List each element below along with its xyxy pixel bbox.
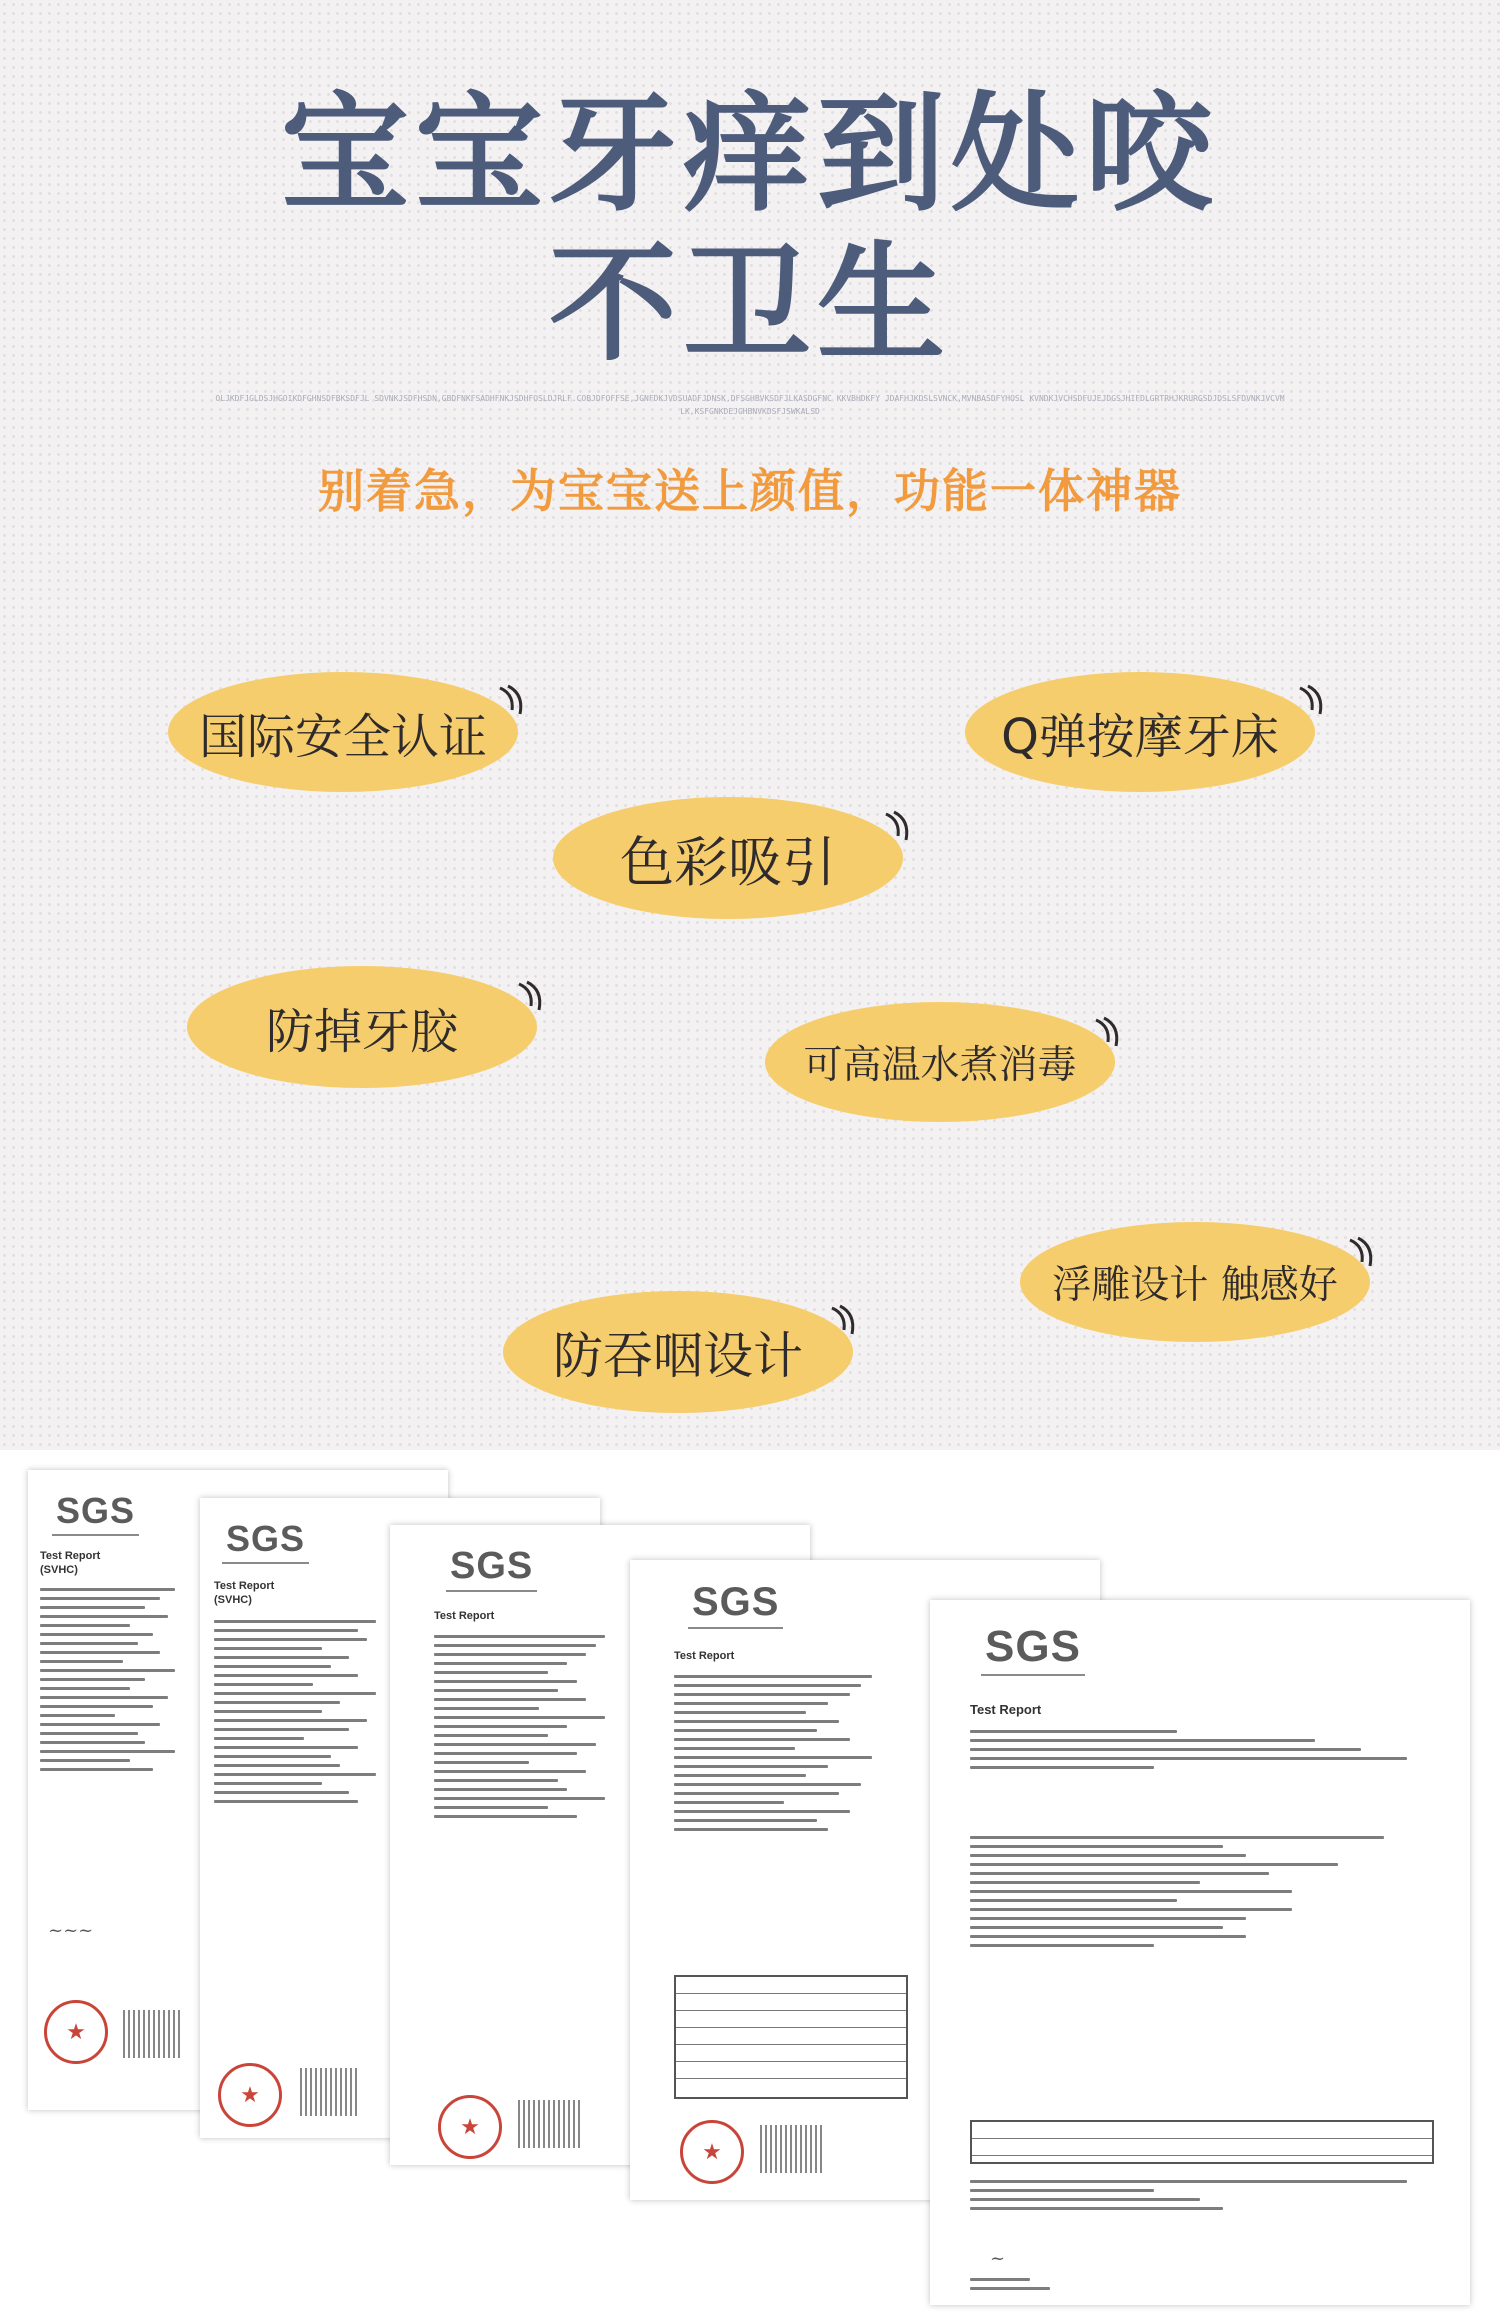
feature-bubble-relief (1020, 1222, 1370, 1342)
sgs-logo: SGS (692, 1580, 780, 1624)
report-title: Test Report (40, 1550, 101, 1562)
feature-label: 国际安全认证 (198, 708, 487, 765)
headline-line-1: 宝宝牙痒到处咬 (280, 80, 1219, 229)
signature: ~ (990, 2248, 1006, 2269)
barcode (123, 2010, 183, 2058)
barcode (518, 2100, 582, 2148)
headline-line-2: 不卫生 (548, 230, 951, 379)
barcode (760, 2125, 824, 2173)
report-title: Test Report (674, 1650, 735, 1662)
sgs-certificate (930, 1600, 1470, 2305)
results-table (970, 2120, 1434, 2164)
sound-wave-icon (515, 980, 549, 1018)
decorative-letter-text: OLJKDFJGLDSJHGOIKDFGHNSDFBKSDFJL SDVNKJSDFHSDN,GBDFNKFSADHFNKJSDHFOSLDJRLF.COBJDFOFFSE,JGNFDKJVDSUADFJDNSK,DFSGHBVKSDFJLKASDGFNC KKVBHDKFY JDAFHJKDSLSVNCK,MVNBASDFYHOSL KVNDKJVCHSDFUJEJDGSJHIFDLGRTRHJKRURGSDJDSLSFDVNKJVCVMLK,KSFGNKDEJGHBNVKDSFJSWKALSD (215, 394, 1285, 416)
sgs-logo: SGS (226, 1518, 306, 1559)
report-subtitle: (SVHC) (214, 1594, 252, 1606)
feature-label: 浮雕设计 触感好 (1052, 1263, 1338, 1308)
sgs-logo: SGS (985, 1622, 1081, 1671)
feature-label: 可高温水煮消毒 (803, 1043, 1077, 1088)
feature-bubble-color (553, 797, 903, 919)
report-title: Test Report (970, 1702, 1042, 1717)
feature-bubble-massage (965, 672, 1315, 792)
feature-label: 色彩吸引 (620, 830, 836, 894)
report-subtitle: (SVHC) (40, 1564, 78, 1576)
report-title: Test Report (214, 1580, 275, 1592)
sound-wave-icon (1346, 1236, 1380, 1274)
feature-label: 防吞咽设计 (553, 1327, 803, 1385)
stamp-seal: ★ (680, 2120, 744, 2184)
stamp-seal: ★ (44, 2000, 108, 2064)
sound-wave-icon (1092, 1016, 1126, 1054)
sound-wave-icon (1296, 684, 1330, 722)
feature-bubble-anti-swallow (503, 1291, 853, 1413)
stamp-seal: ★ (438, 2095, 502, 2159)
sound-wave-icon (882, 810, 916, 848)
sgs-logo: SGS (450, 1545, 534, 1587)
sound-wave-icon (828, 1304, 862, 1342)
feature-label: Q弹按摩牙床 (1001, 708, 1279, 765)
sound-wave-icon (496, 684, 530, 722)
report-title: Test Report (434, 1610, 495, 1622)
feature-bubble-safety-cert (168, 672, 518, 792)
feature-bubble-anti-drop (187, 966, 537, 1088)
subheadline: 别着急，为宝宝送上颜值，功能一体神器 (318, 464, 1182, 518)
feature-label: 防掉牙胶 (265, 1003, 458, 1060)
stamp-seal: ★ (218, 2063, 282, 2127)
sgs-logo: SGS (56, 1490, 136, 1531)
feature-bubble-sterilize (765, 1002, 1115, 1122)
results-table (674, 1975, 908, 2099)
certificates-section (0, 1450, 1500, 2322)
signature: ~~~ (48, 1920, 94, 1941)
barcode (300, 2068, 360, 2116)
